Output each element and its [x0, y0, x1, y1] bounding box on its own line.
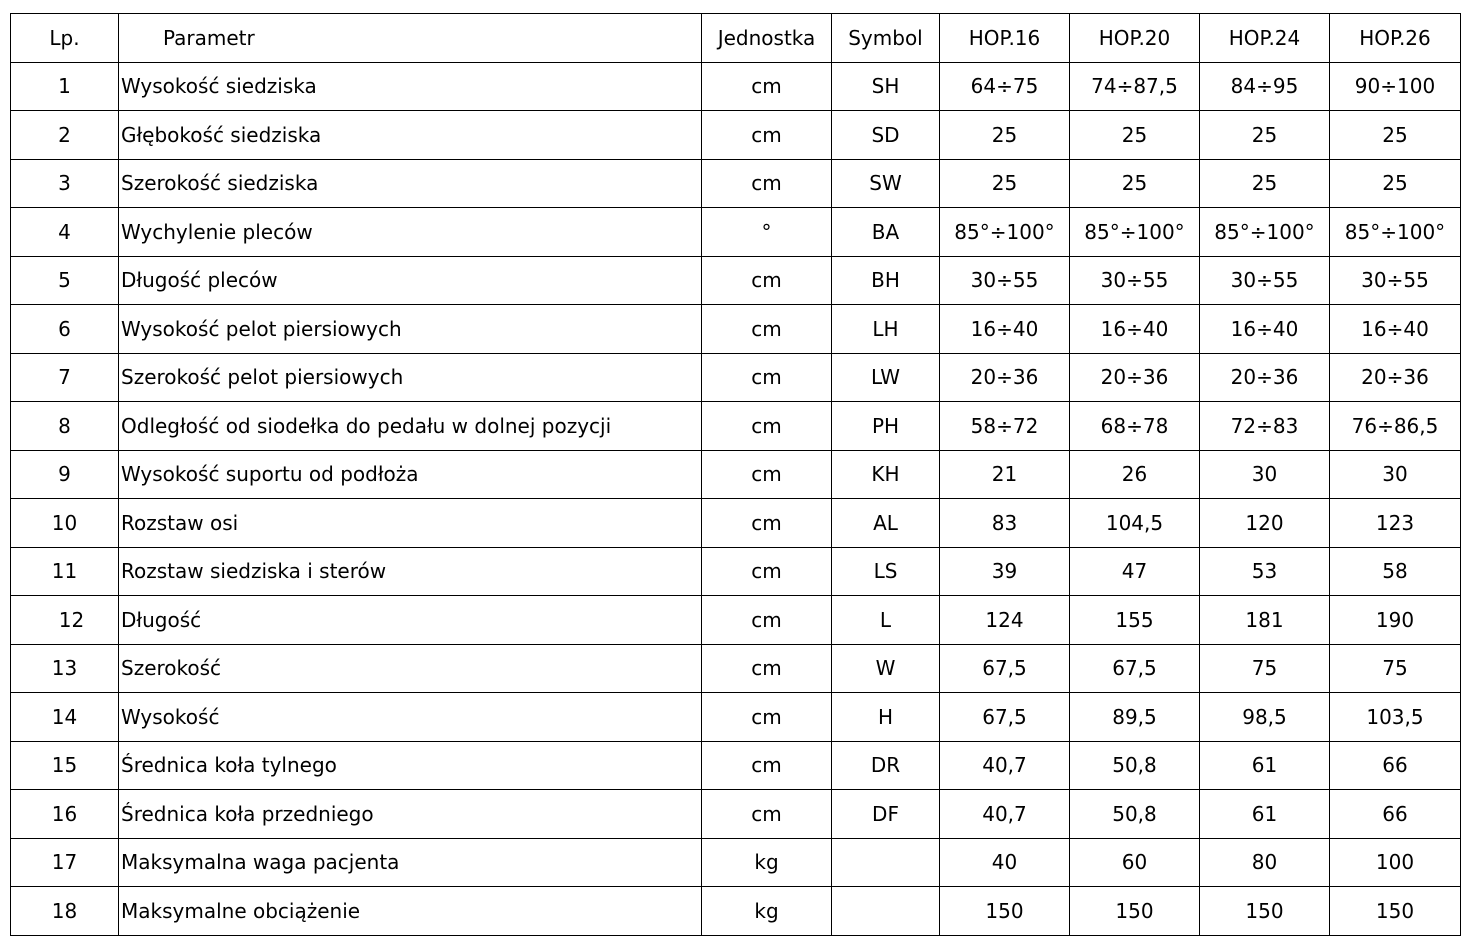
- cell-symbol: AL: [832, 499, 940, 548]
- cell-lp: 16: [11, 790, 119, 839]
- cell-jednostka: cm: [702, 644, 832, 693]
- table-row: [11, 838, 1461, 887]
- cell-hop16: 58÷72: [940, 402, 1070, 451]
- cell-symbol: KH: [832, 450, 940, 499]
- cell-parametr: Głębokość siedziska: [119, 111, 702, 160]
- header-jednostka: Jednostka: [702, 14, 832, 63]
- cell-hop26: 30: [1330, 450, 1461, 499]
- cell-hop26: 25: [1330, 111, 1461, 160]
- cell-hop16: 40,7: [940, 790, 1070, 839]
- cell-hop20: 104,5: [1070, 499, 1200, 548]
- table-row: [11, 62, 1461, 111]
- cell-lp: 2: [11, 111, 119, 160]
- cell-jednostka: cm: [702, 159, 832, 208]
- table-row: [11, 450, 1461, 499]
- cell-hop16: 83: [940, 499, 1070, 548]
- cell-hop26: 90÷100: [1330, 62, 1461, 111]
- cell-parametr: Odległość od siodełka do pedału w dolnej pozycji: [119, 402, 702, 451]
- cell-jednostka: cm: [702, 450, 832, 499]
- cell-parametr: Rozstaw osi: [119, 499, 702, 548]
- header-model-hop16: HOP.16: [940, 14, 1070, 63]
- cell-hop20: 74÷87,5: [1070, 62, 1200, 111]
- cell-hop24: 181: [1200, 596, 1330, 645]
- table-body: [11, 62, 1461, 935]
- cell-parametr: Szerokość siedziska: [119, 159, 702, 208]
- cell-symbol: LW: [832, 353, 940, 402]
- cell-symbol: PH: [832, 402, 940, 451]
- cell-hop24: 61: [1200, 741, 1330, 790]
- cell-lp: 6: [11, 305, 119, 354]
- cell-jednostka: cm: [702, 693, 832, 742]
- cell-parametr: Wysokość suportu od podłoża: [119, 450, 702, 499]
- header-model-hop20: HOP.20: [1070, 14, 1200, 63]
- cell-hop16: 40: [940, 838, 1070, 887]
- cell-hop24: 120: [1200, 499, 1330, 548]
- cell-hop16: 30÷55: [940, 256, 1070, 305]
- cell-parametr: Wysokość: [119, 693, 702, 742]
- cell-parametr: Wysokość pelot piersiowych: [119, 305, 702, 354]
- cell-hop24: 16÷40: [1200, 305, 1330, 354]
- cell-hop16: 150: [940, 887, 1070, 936]
- cell-hop20: 85°÷100°: [1070, 208, 1200, 257]
- cell-hop24: 84÷95: [1200, 62, 1330, 111]
- cell-symbol: BA: [832, 208, 940, 257]
- cell-hop26: 30÷55: [1330, 256, 1461, 305]
- cell-hop16: 67,5: [940, 644, 1070, 693]
- cell-symbol: L: [832, 596, 940, 645]
- cell-lp: 9: [11, 450, 119, 499]
- cell-hop26: 190: [1330, 596, 1461, 645]
- table-row: [11, 887, 1461, 936]
- cell-hop26: 58: [1330, 547, 1461, 596]
- cell-lp: 13: [11, 644, 119, 693]
- table-row: [11, 644, 1461, 693]
- table-row: [11, 159, 1461, 208]
- cell-hop26: 20÷36: [1330, 353, 1461, 402]
- cell-symbol: LS: [832, 547, 940, 596]
- cell-hop20: 68÷78: [1070, 402, 1200, 451]
- table-row: [11, 305, 1461, 354]
- cell-hop16: 67,5: [940, 693, 1070, 742]
- table-row: [11, 353, 1461, 402]
- cell-jednostka: cm: [702, 305, 832, 354]
- header-lp: Lp.: [11, 14, 119, 63]
- cell-hop24: 72÷83: [1200, 402, 1330, 451]
- cell-hop16: 124: [940, 596, 1070, 645]
- cell-parametr: Szerokość: [119, 644, 702, 693]
- cell-jednostka: cm: [702, 256, 832, 305]
- cell-hop26: 75: [1330, 644, 1461, 693]
- cell-symbol: [832, 838, 940, 887]
- cell-symbol: H: [832, 693, 940, 742]
- cell-hop26: 66: [1330, 741, 1461, 790]
- cell-hop16: 64÷75: [940, 62, 1070, 111]
- cell-hop24: 30: [1200, 450, 1330, 499]
- cell-lp: 1: [11, 62, 119, 111]
- cell-lp: 18: [11, 887, 119, 936]
- cell-hop20: 26: [1070, 450, 1200, 499]
- cell-symbol: SW: [832, 159, 940, 208]
- cell-hop16: 40,7: [940, 741, 1070, 790]
- cell-hop20: 60: [1070, 838, 1200, 887]
- table-row: [11, 208, 1461, 257]
- cell-hop20: 16÷40: [1070, 305, 1200, 354]
- cell-hop20: 50,8: [1070, 741, 1200, 790]
- cell-hop20: 89,5: [1070, 693, 1200, 742]
- cell-hop24: 53: [1200, 547, 1330, 596]
- cell-lp: 11: [11, 547, 119, 596]
- cell-hop24: 25: [1200, 159, 1330, 208]
- cell-hop26: 85°÷100°: [1330, 208, 1461, 257]
- cell-parametr: Średnica koła przedniego: [119, 790, 702, 839]
- cell-hop26: 100: [1330, 838, 1461, 887]
- cell-hop26: 66: [1330, 790, 1461, 839]
- cell-jednostka: cm: [702, 499, 832, 548]
- cell-hop20: 67,5: [1070, 644, 1200, 693]
- cell-parametr: Maksymalna waga pacjenta: [119, 838, 702, 887]
- cell-hop26: 103,5: [1330, 693, 1461, 742]
- cell-jednostka: °: [702, 208, 832, 257]
- cell-hop20: 50,8: [1070, 790, 1200, 839]
- cell-hop16: 85°÷100°: [940, 208, 1070, 257]
- table-row: [11, 402, 1461, 451]
- cell-hop20: 150: [1070, 887, 1200, 936]
- cell-jednostka: cm: [702, 790, 832, 839]
- cell-lp: 17: [11, 838, 119, 887]
- cell-hop24: 20÷36: [1200, 353, 1330, 402]
- cell-lp: 8: [11, 402, 119, 451]
- cell-symbol: SD: [832, 111, 940, 160]
- header-parametr: Parametr: [119, 14, 702, 63]
- cell-hop24: 85°÷100°: [1200, 208, 1330, 257]
- cell-jednostka: cm: [702, 62, 832, 111]
- cell-parametr: Szerokość pelot piersiowych: [119, 353, 702, 402]
- cell-hop26: 150: [1330, 887, 1461, 936]
- cell-jednostka: cm: [702, 547, 832, 596]
- cell-parametr: Wysokość siedziska: [119, 62, 702, 111]
- cell-jednostka: cm: [702, 402, 832, 451]
- cell-lp: 15: [11, 741, 119, 790]
- cell-hop16: 20÷36: [940, 353, 1070, 402]
- cell-hop20: 30÷55: [1070, 256, 1200, 305]
- cell-jednostka: cm: [702, 353, 832, 402]
- cell-symbol: W: [832, 644, 940, 693]
- cell-hop16: 25: [940, 111, 1070, 160]
- cell-parametr: Średnica koła tylnego: [119, 741, 702, 790]
- cell-jednostka: cm: [702, 596, 832, 645]
- header-symbol: Symbol: [832, 14, 940, 63]
- cell-symbol: SH: [832, 62, 940, 111]
- header-model-hop26: HOP.26: [1330, 14, 1461, 63]
- cell-hop24: 30÷55: [1200, 256, 1330, 305]
- table-row: [11, 790, 1461, 839]
- cell-symbol: DF: [832, 790, 940, 839]
- cell-hop26: 25: [1330, 159, 1461, 208]
- table-row: [11, 111, 1461, 160]
- cell-hop26: 76÷86,5: [1330, 402, 1461, 451]
- cell-jednostka: kg: [702, 887, 832, 936]
- cell-hop24: 75: [1200, 644, 1330, 693]
- cell-parametr: Wychylenie pleców: [119, 208, 702, 257]
- cell-symbol: [832, 887, 940, 936]
- cell-jednostka: cm: [702, 111, 832, 160]
- cell-symbol: LH: [832, 305, 940, 354]
- cell-lp: 14: [11, 693, 119, 742]
- cell-parametr: Maksymalne obciążenie: [119, 887, 702, 936]
- cell-lp: 12: [11, 596, 119, 645]
- table-row: [11, 547, 1461, 596]
- cell-lp: 7: [11, 353, 119, 402]
- table-row: [11, 741, 1461, 790]
- cell-hop20: 20÷36: [1070, 353, 1200, 402]
- cell-hop24: 98,5: [1200, 693, 1330, 742]
- cell-hop16: 16÷40: [940, 305, 1070, 354]
- cell-lp: 5: [11, 256, 119, 305]
- cell-hop24: 150: [1200, 887, 1330, 936]
- cell-hop24: 61: [1200, 790, 1330, 839]
- cell-hop16: 25: [940, 159, 1070, 208]
- cell-hop26: 123: [1330, 499, 1461, 548]
- cell-parametr: Rozstaw siedziska i sterów: [119, 547, 702, 596]
- cell-hop24: 80: [1200, 838, 1330, 887]
- cell-parametr: Długość pleców: [119, 256, 702, 305]
- cell-lp: 4: [11, 208, 119, 257]
- cell-hop24: 25: [1200, 111, 1330, 160]
- table-row: [11, 256, 1461, 305]
- table-row: [11, 499, 1461, 548]
- specification-table: [10, 13, 1461, 936]
- cell-jednostka: kg: [702, 838, 832, 887]
- table-row: [11, 693, 1461, 742]
- cell-hop20: 155: [1070, 596, 1200, 645]
- cell-hop20: 47: [1070, 547, 1200, 596]
- cell-symbol: BH: [832, 256, 940, 305]
- cell-hop16: 39: [940, 547, 1070, 596]
- table-row: [11, 596, 1461, 645]
- header-row: [11, 14, 1461, 63]
- cell-lp: 10: [11, 499, 119, 548]
- cell-jednostka: cm: [702, 741, 832, 790]
- cell-hop20: 25: [1070, 111, 1200, 160]
- cell-hop16: 21: [940, 450, 1070, 499]
- cell-symbol: DR: [832, 741, 940, 790]
- cell-hop26: 16÷40: [1330, 305, 1461, 354]
- cell-hop20: 25: [1070, 159, 1200, 208]
- header-model-hop24: HOP.24: [1200, 14, 1330, 63]
- cell-parametr: Długość: [119, 596, 702, 645]
- cell-lp: 3: [11, 159, 119, 208]
